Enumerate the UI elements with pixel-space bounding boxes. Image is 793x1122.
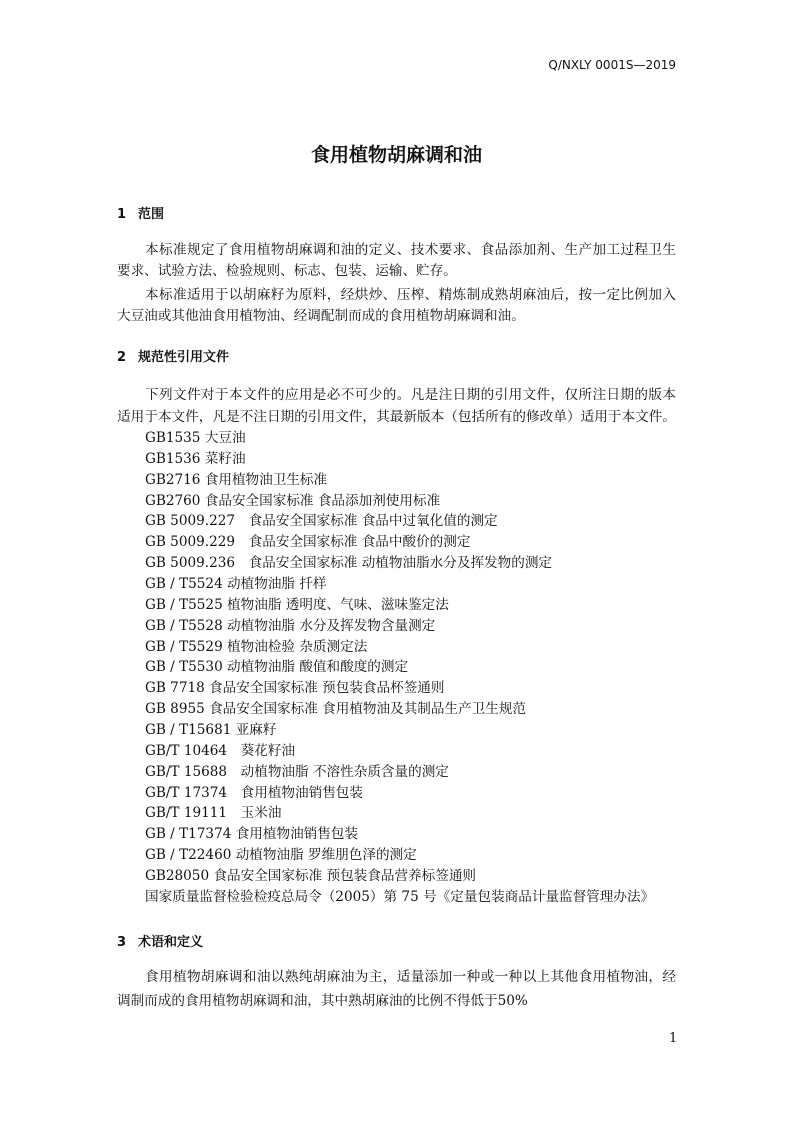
reference-item: GB / T15681 亚麻籽 bbox=[145, 722, 277, 739]
paragraph-line: 本标准适用于以胡麻籽为原料，经烘炒、压榨、精炼制成熟胡麻油后，按一定比例加入 bbox=[145, 287, 676, 303]
reference-item: GB1535 大豆油 bbox=[145, 430, 246, 446]
reference-item: GB / T5525 植物油脂 透明度、气味、滋味鉴定法 bbox=[145, 596, 449, 613]
paragraph-line: 适用于本文件，凡是不注日期的引用文件，其最新版本（包括所有的修改单）适用于本文件。 bbox=[117, 409, 676, 425]
section-number: 1 bbox=[117, 207, 127, 222]
reference-item: GB / T5524 动植物油脂 扦样 bbox=[145, 576, 327, 593]
reference-item: GB/T 19111 玉米油 bbox=[145, 805, 282, 822]
section-title: 术语和定义 bbox=[138, 935, 204, 950]
paragraph-line: 下列文件对于本文件的应用是必不可少的。凡是注日期的引用文件，仅所注日期的版本 bbox=[145, 387, 676, 403]
paragraph-line: 调制而成的食用植物胡麻调和油，其中熟胡麻油的比例不得低于50% bbox=[117, 993, 528, 1009]
reference-item: GB2716 食用植物油卫生标准 bbox=[145, 471, 328, 488]
reference-item: 国家质量监督检验检疫总局令（2005）第 75 号《定量包装商品计量监督管理办法》 bbox=[145, 888, 655, 905]
reference-item: GB / T5530 动植物油脂 酸值和酸度的测定 bbox=[145, 659, 409, 676]
reference-item: GB 5009.236 食品安全国家标准 动植物油脂水分及挥发物的测定 bbox=[145, 555, 553, 572]
document-code: Q/NXLY 0001S—2019 bbox=[548, 58, 676, 72]
reference-item: GB / T17374 食用植物油销售包装 bbox=[145, 826, 359, 843]
reference-item: GB28050 食品安全国家标准 预包装食品营养标签通则 bbox=[145, 868, 477, 885]
section-title: 规范性引用文件 bbox=[138, 350, 230, 365]
page-number: 1 bbox=[669, 1031, 678, 1046]
reference-item: GB / T5528 动植物油脂 水分及挥发物含量测定 bbox=[145, 617, 436, 634]
paragraph-line: 大豆油或其他油食用植物油、经调配制而成的食用植物胡麻调和油。 bbox=[117, 308, 525, 324]
reference-item: GB 5009.229 食品安全国家标准 食品中酸价的测定 bbox=[145, 534, 471, 551]
section-heading-scope bbox=[117, 203, 164, 222]
reference-item: GB1536 菜籽油 bbox=[145, 450, 246, 467]
reference-item: GB 5009.227 食品安全国家标准 食品中过氧化值的测定 bbox=[145, 513, 498, 530]
section-heading-normative-references bbox=[117, 346, 229, 365]
section-title: 范围 bbox=[138, 207, 165, 222]
paragraph-line: 要求、试验方法、检验规则、标志、包装、运输、贮存。 bbox=[117, 263, 457, 279]
page-title: 食用植物胡麻调和油 bbox=[310, 144, 482, 166]
reference-item: GB 7718 食品安全国家标准 预包装食品杯签通则 bbox=[145, 680, 445, 697]
reference-item: GB2760 食品安全国家标准 食品添加剂使用标准 bbox=[145, 492, 441, 509]
paragraph-line: 本标准规定了食用植物胡麻调和油的定义、技术要求、食品添加剂、生产加工过程卫生 bbox=[145, 242, 676, 258]
reference-item: GB / T5529 植物油检验 杂质测定法 bbox=[145, 638, 368, 655]
reference-item: GB/T 17374 食用植物油销售包装 bbox=[145, 784, 363, 801]
paragraph-line: 食用植物胡麻调和油以熟纯胡麻油为主，适量添加一种或一种以上其他食用植物油，经 bbox=[145, 969, 676, 985]
reference-item: GB / T22460 动植物油脂 罗维朋色泽的测定 bbox=[145, 847, 417, 864]
section-heading-terms-definitions bbox=[117, 931, 203, 950]
reference-item: GB 8955 食品安全国家标准 食用植物油及其制品生产卫生规范 bbox=[145, 701, 527, 718]
reference-item: GB/T 10464 葵花籽油 bbox=[145, 742, 296, 759]
section-number: 3 bbox=[117, 935, 127, 950]
section-number: 2 bbox=[117, 350, 127, 365]
reference-item: GB/T 15688 动植物油脂 不溶性杂质含量的测定 bbox=[145, 763, 449, 780]
